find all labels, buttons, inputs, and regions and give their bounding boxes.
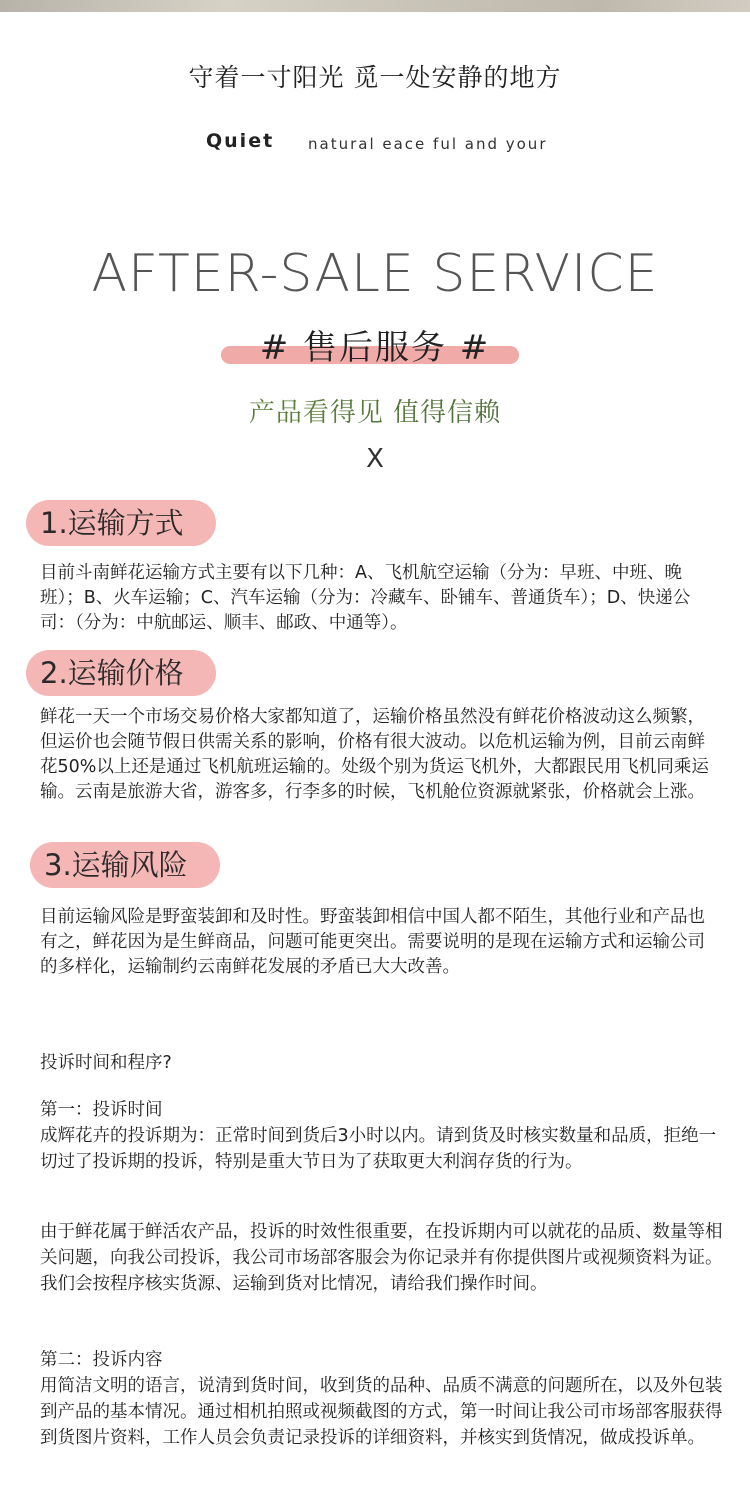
complaint-validity-body: 由于鲜花属于鲜活农产品，投诉的时效性很重要，在投诉期内可以就花的品质、数量等相关问题，向我公司投诉，我公司市场部客服会为你记录并有你提供图片或视频资料为证。我们会按程序核实货源、运输到货对比情况，请给我们操作时间。 bbox=[40, 1222, 723, 1294]
complaint-content-body: 用简洁文明的语言，说清到货时间，收到货的品种、品质不满意的问题所在，以及外包装到产品的基本情况。通过相机拍照或视频截图的方式，第一时间让我公司市场部客服获得到货图片资料，工作人员会负责记录投诉的详细资料，并核实到货情况，做成投诉单。 bbox=[40, 1376, 723, 1448]
tagline: 产品看得见 值得信赖 bbox=[0, 392, 750, 429]
section-body-transport-method: 目前斗南鲜花运输方式主要有以下几种：A、飞机航空运输（分为：早班、中班、晚班）；B、火车运输；C、汽车运输（分为：冷藏车、卧铺车、普通货车）；D、快递公司：（分为：中航邮运、顺丰、邮政、中通等）。 bbox=[40, 563, 691, 633]
quiet-label: Quiet bbox=[206, 130, 275, 152]
service-title: # 售后服务 # bbox=[259, 328, 491, 368]
section-title-transport-price: 2.运输价格 bbox=[26, 650, 216, 696]
complaint-time-heading: 第一：投诉时间 bbox=[40, 1100, 163, 1120]
section-title-transport-method: 1.运输方式 bbox=[26, 500, 216, 546]
section-body-transport-price: 鲜花一天一个市场交易价格大家都知道了，运输价格虽然没有鲜花价格波动这么频繁，但运价也会随节假日供需关系的影响，价格有很大波动。以危机运输为例，目前云南鲜花50%以上还是通过飞机航班运输的。处级个别为货运飞机外，大都跟民用飞机同乘运输。云南是旅游大省，游客多，行李多的时候，飞机舱位资源就紧张，价格就会上涨。 bbox=[40, 707, 709, 802]
complaint-time-body: 成辉花卉的投诉期为：正常时间到货后3小时以内。请到货及时核实数量和品质，拒绝一切过了投诉期的投诉，特别是重大节日为了获取更大利润存货的行为。 bbox=[40, 1126, 717, 1172]
x-mark: X bbox=[366, 444, 384, 474]
natural-subtitle: natural eace ful and your bbox=[308, 135, 548, 153]
section-title-transport-risk: 3.运输风险 bbox=[30, 842, 220, 888]
complaint-question: 投诉时间和程序? bbox=[40, 1053, 172, 1073]
slogan: 守着一寸阳光 觅一处安静的地方 bbox=[188, 63, 562, 92]
top-photo-strip bbox=[0, 0, 750, 12]
section-body-transport-risk: 目前运输风险是野蛮装卸和及时性。野蛮装卸相信中国人都不陌生，其他行业和产品也有之，鲜花因为是生鲜商品，问题可能更突出。需要说明的是现在运输方式和运输公司的多样化，运输制约云南鲜花发展的矛盾已大大改善。 bbox=[40, 907, 705, 977]
after-sale-heading: AFTER-SALE SERVICE bbox=[91, 244, 659, 304]
complaint-content-heading: 第二：投诉内容 bbox=[40, 1350, 163, 1370]
